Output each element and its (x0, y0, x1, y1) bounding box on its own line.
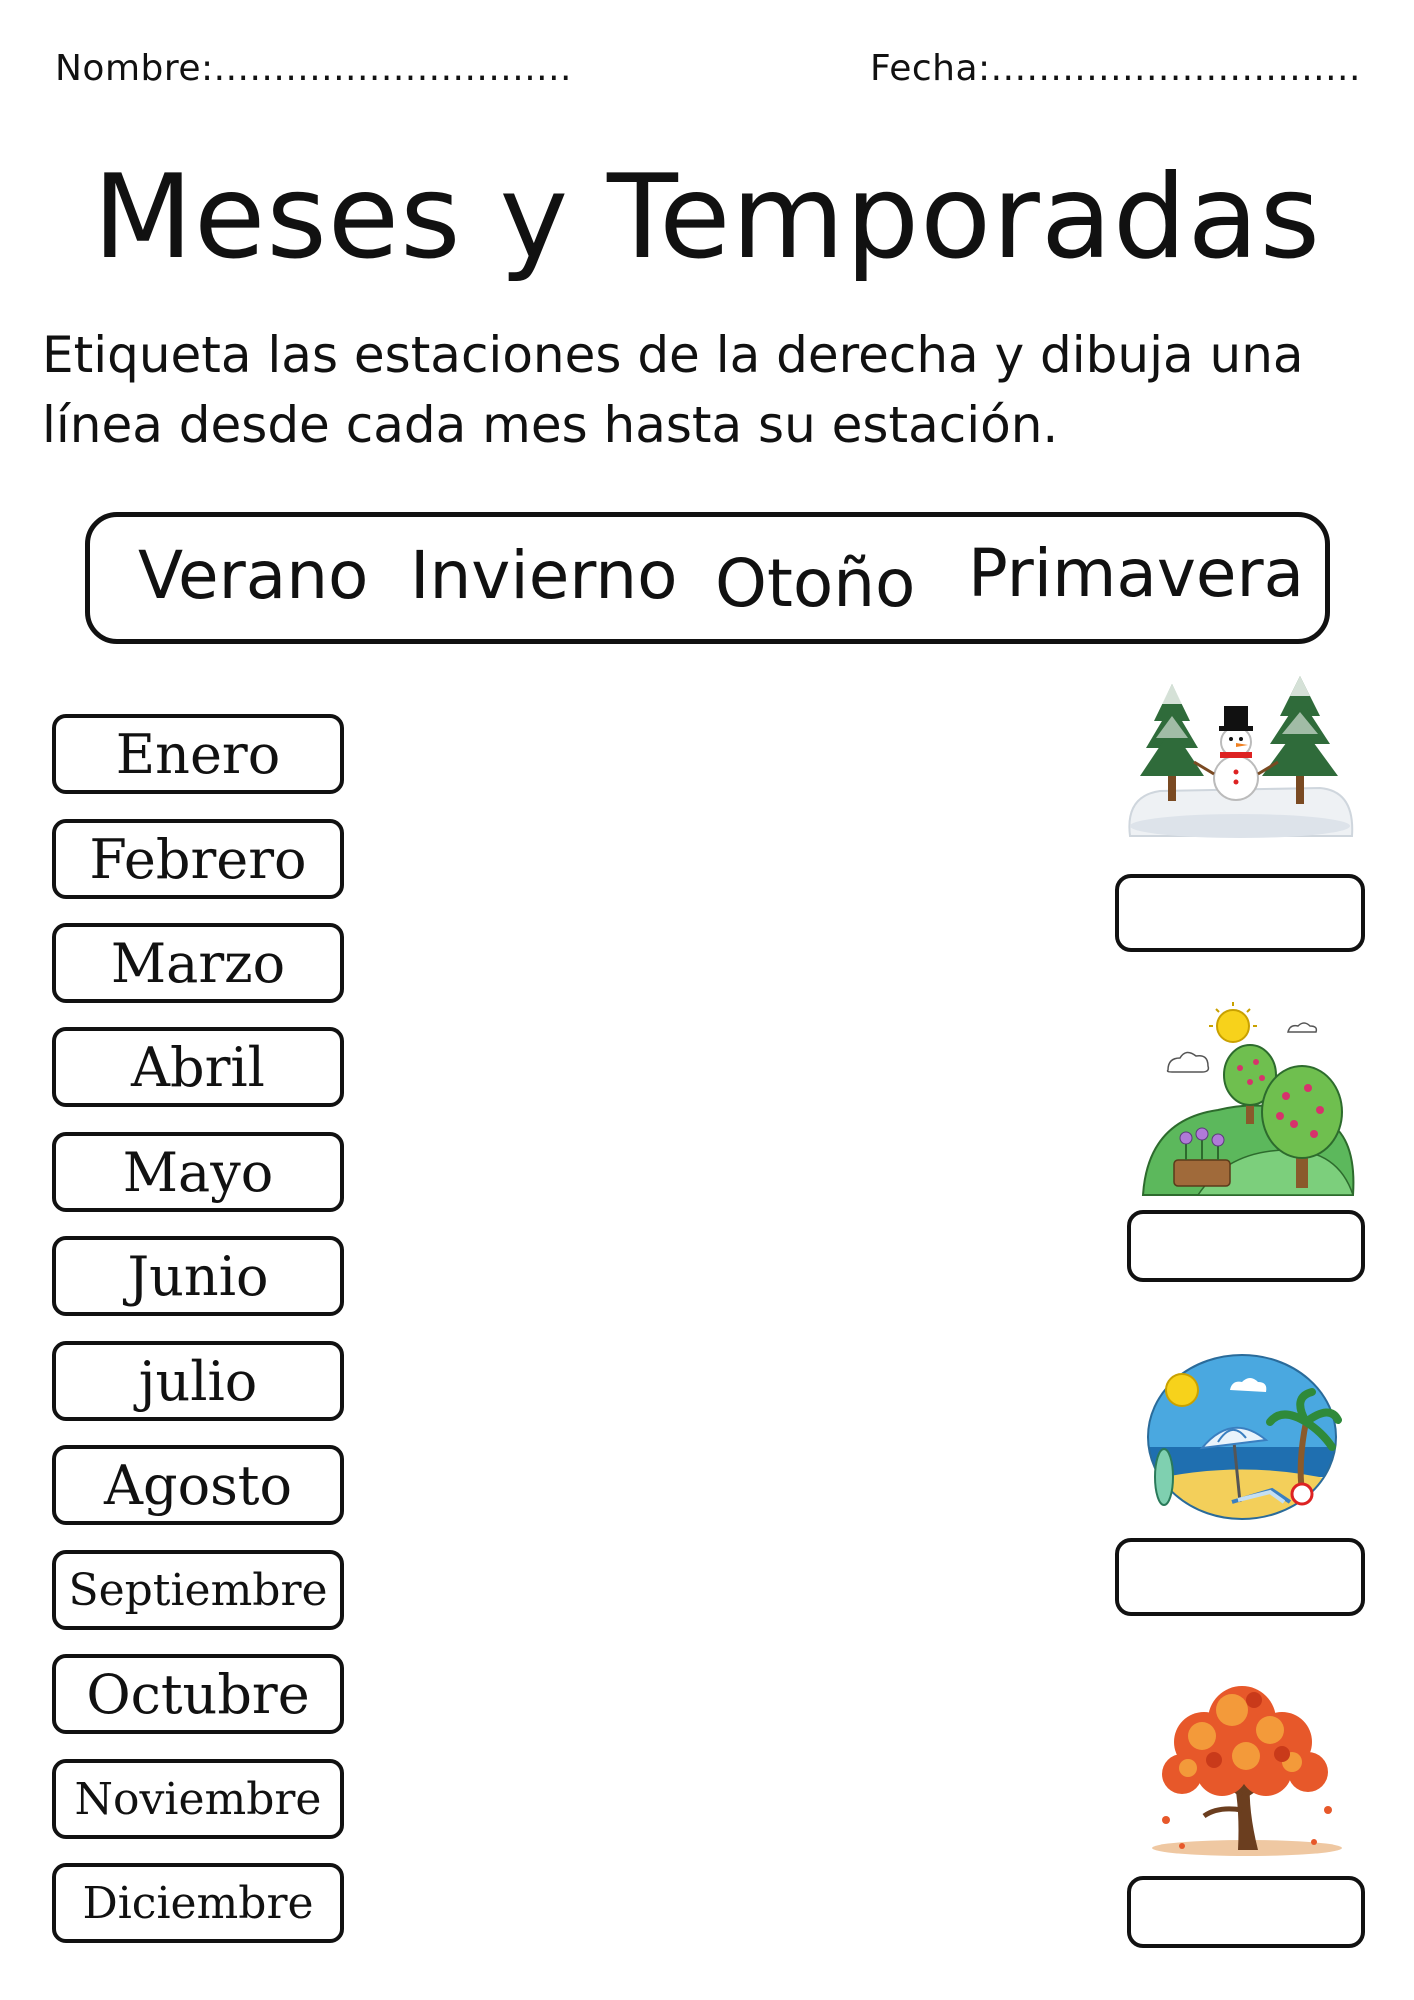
month-marzo[interactable]: Marzo (52, 923, 344, 1003)
month-diciembre[interactable]: Diciembre (52, 1863, 344, 1943)
word-primavera: Primavera (968, 535, 1305, 612)
answer-box-spring[interactable] (1127, 1210, 1365, 1282)
month-febrero[interactable]: Febrero (52, 819, 344, 899)
answer-box-winter[interactable] (1115, 874, 1365, 952)
month-junio[interactable]: Junio (52, 1236, 344, 1316)
name-field[interactable]: Nombre:.............................. (55, 48, 572, 89)
word-bank (85, 512, 1330, 644)
month-septiembre[interactable]: Septiembre (52, 1550, 344, 1630)
autumn-tree-icon (1142, 1670, 1352, 1860)
month-abril[interactable]: Abril (52, 1027, 344, 1107)
answer-box-summer[interactable] (1115, 1538, 1365, 1616)
answer-box-autumn[interactable] (1127, 1876, 1365, 1948)
month-agosto[interactable]: Agosto (52, 1445, 344, 1525)
month-octubre[interactable]: Octubre (52, 1654, 344, 1734)
page-title: Meses y Temporadas (92, 150, 1322, 285)
month-enero[interactable]: Enero (52, 714, 344, 794)
word-verano: Verano (138, 537, 369, 614)
summer-beach-icon (1142, 1352, 1342, 1527)
instructions: Etiqueta las estaciones de la derecha y dibuja una línea desde cada mes hasta su estación. (42, 326, 1304, 454)
month-noviembre[interactable]: Noviembre (52, 1759, 344, 1839)
month-mayo[interactable]: Mayo (52, 1132, 344, 1212)
month-julio[interactable]: julio (52, 1341, 344, 1421)
word-otono: Otoño (715, 545, 916, 622)
word-invierno: Invierno (410, 537, 678, 614)
spring-trees-icon (1138, 1000, 1358, 1200)
date-field[interactable]: Fecha:............................... (870, 48, 1361, 89)
winter-snowman-icon (1120, 676, 1360, 861)
